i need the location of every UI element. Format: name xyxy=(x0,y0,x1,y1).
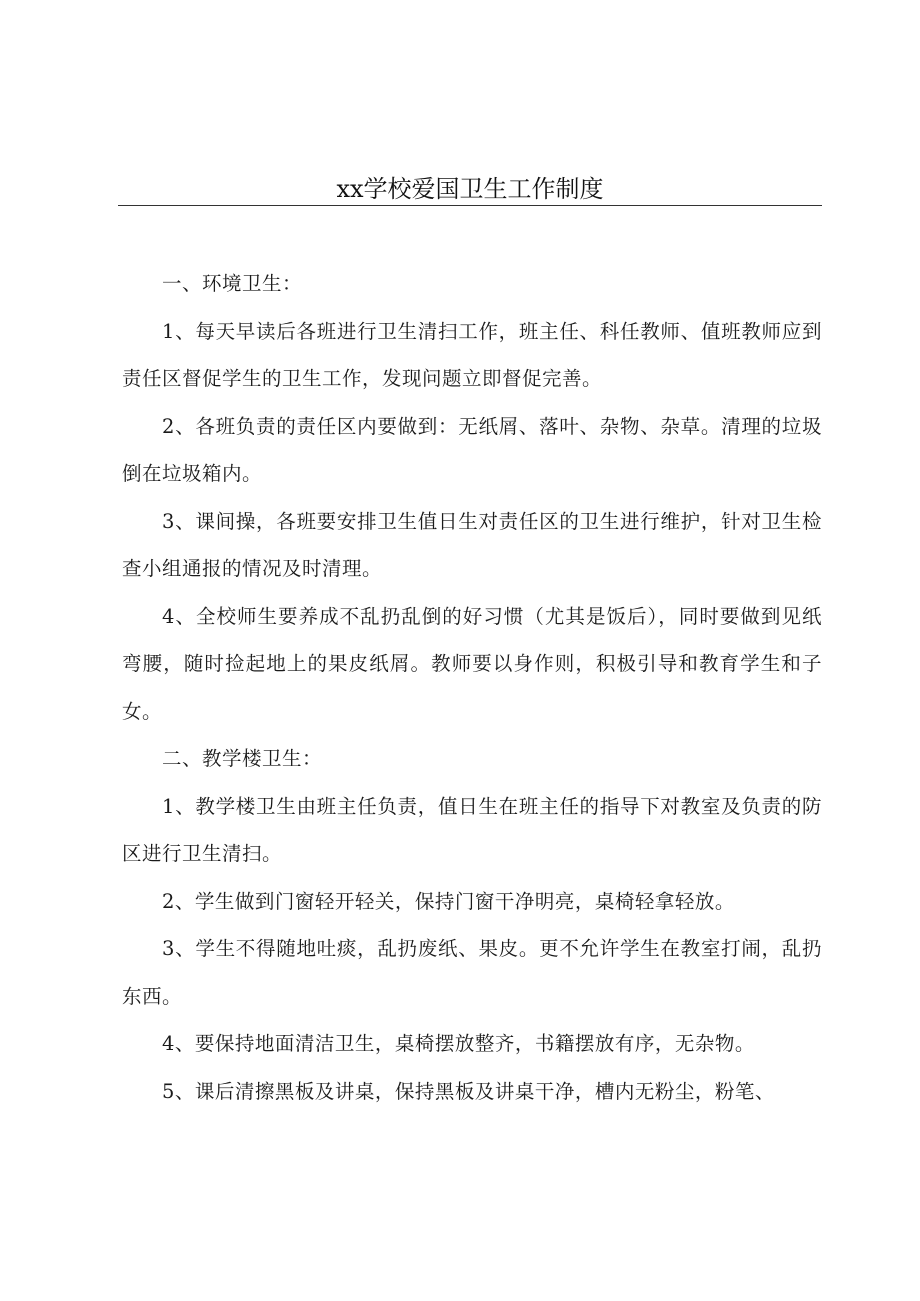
paragraph: 4、全校师生要养成不乱扔乱倒的好习惯（尤其是饭后），同时要做到见纸弯腰，随时捡起地上的果皮纸屑。教师要以身作则，积极引导和教育学生和子女。 xyxy=(122,604,822,723)
paragraph: 2、学生做到门窗轻开轻关，保持门窗干净明亮，桌椅轻拿轻放。 xyxy=(162,889,735,913)
paragraph: 2、各班负责的责任区内要做到：无纸屑、落叶、杂物、杂草。清理的垃圾倒在垃圾箱内。 xyxy=(122,414,822,485)
section-heading-teaching-building: 二、教学楼卫生： xyxy=(162,747,323,770)
paragraph: 3、课间操，各班要安排卫生值日生对责任区的卫生进行维护，针对卫生检查小组通报的情况及时清理。 xyxy=(122,509,822,580)
section-heading-environment: 一、环境卫生： xyxy=(162,272,303,295)
paragraph: 5、课后清擦黑板及讲桌，保持黑板及讲桌干净，槽内无粉尘，粉笔、 xyxy=(162,1079,775,1103)
paragraph: 1、每天早读后各班进行卫生清扫工作，班主任、科任教师、值班教师应到责任区督促学生的卫生工作，发现问题立即督促完善。 xyxy=(122,319,822,390)
document-title: xx学校爱国卫生工作制度 xyxy=(336,175,604,203)
document-body xyxy=(122,260,822,1115)
paragraph: 4、要保持地面清洁卫生，桌椅摆放整齐，书籍摆放有序，无杂物。 xyxy=(162,1032,755,1055)
paragraph: 3、学生不得随地吐痰，乱扔废纸、果皮。更不允许学生在教室打闹，乱扔东西。 xyxy=(122,937,822,1008)
title-underline xyxy=(118,205,822,206)
paragraph: 1、教学楼卫生由班主任负责，值日生在班主任的指导下对教室及负责的防区进行卫生清扫。 xyxy=(122,794,822,865)
